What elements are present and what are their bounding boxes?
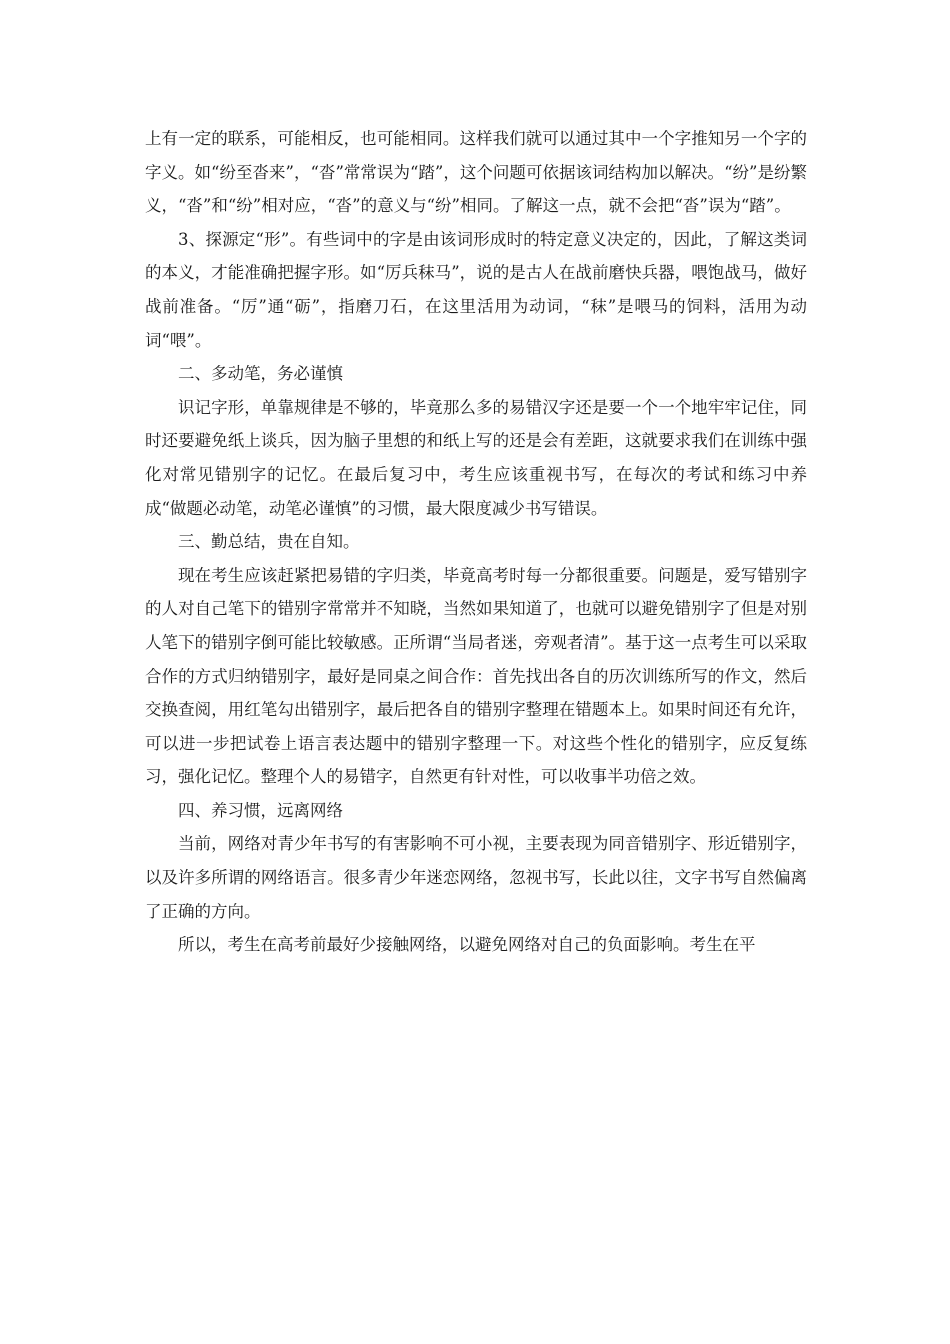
paragraph-practice-writing: 识记字形，单靠规律是不够的，毕竟那么多的易错汉字还是要一个一个地牢牢记住，同时还要避免纸上谈兵，因为脑子里想的和纸上写的还是会有差距，这就要求我们在训练中强化对常见错别字的记忆。在最后复习中，考生应该重视书写，在每次的考试和练习中养成“做题必动笔，动笔必谨慎”的习惯，最大限度减少书写错误。 — [145, 397, 807, 518]
paragraph-trace-form: 3、探源定“形”。有些词中的字是由该词形成时的特定意义决定的，因此，了解这类词的本义，才能准确把握字形。如“厉兵秣马”，说的是古人在战前磨快兵器，喂饱战马，做好战前准备。“厉”通“砺”，指磨刀石，在这里活用为动词，“秣”是喂马的饲料，活用为动词“喂”。 — [145, 229, 807, 350]
section-heading-3: 三、勤总结，贵在自知。 — [178, 532, 360, 552]
paragraph-advice: 所以，考生在高考前最好少接触网络，以避免网络对自己的负面影响。考生在平 — [178, 935, 756, 955]
paragraph-network-impact: 当前，网络对青少年书写的有害影响不可小视，主要表现为同音错别字、形近错别字，以及许多所谓的网络语言。很多青少年迷恋网络，忽视书写，长此以往，文字书写自然偏离了正确的方向。 — [145, 834, 807, 921]
paragraph-summarize: 现在考生应该赶紧把易错的字归类，毕竟高考时每一分都很重要。问题是，爱写错别字的人对自己笔下的错别字常常并不知晓，当然如果知道了，也就可以避免错别字了但是对别人笔下的错别字倒可能比较敏感。正所谓“当局者迷，旁观者清”。基于这一点考生可以采取合作的方式归纳错别字，最好是同桌之间合作：首先找出各自的历次训练所写的作文，然后交换查阅，用红笔勾出错别字，最后把各自的错别字整理在错题本上。如果时间还有允许，可以进一步把试卷上语言表达题中的错别字整理一下。对这些个性化的错别字，应反复练习，强化记忆。整理个人的易错字，自然更有针对性，可以收事半功倍之效。 — [145, 565, 807, 787]
document-body — [145, 122, 807, 962]
paragraph-continued: 上有一定的联系，可能相反，也可能相同。这样我们就可以通过其中一个字推知另一个字的字义。如“纷至沓来”，“沓”常常误为“踏”，这个问题可依据该词结构加以解决。“纷”是纷繁义，“沓”和“纷”相对应，“沓”的意义与“纷”相同。了解这一点，就不会把“沓”误为“踏”。 — [145, 129, 807, 216]
section-heading-2: 二、多动笔，务必谨慎 — [178, 364, 343, 384]
section-heading-4: 四、养习惯，远离网络 — [178, 800, 343, 820]
